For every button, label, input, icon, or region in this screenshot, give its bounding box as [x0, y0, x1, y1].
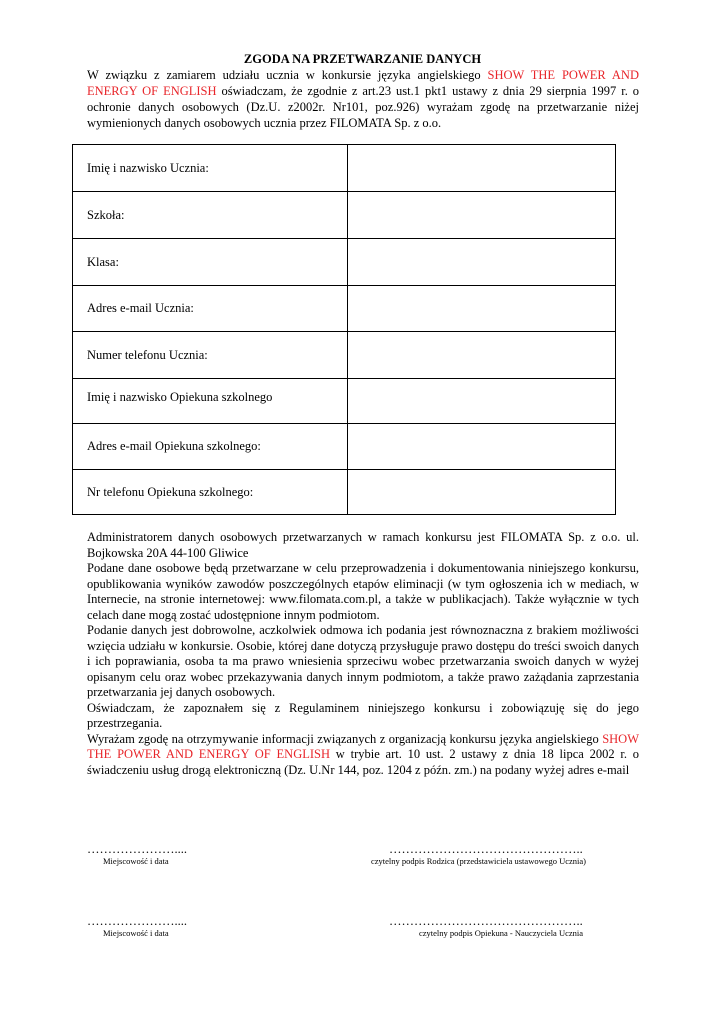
row-label-school: Szkoła:: [73, 192, 348, 239]
row-label-teacher-phone: Nr telefonu Opiekuna szkolnego:: [73, 470, 348, 515]
student-data-table: [72, 144, 616, 515]
rights-paragraph: Podanie danych jest dobrowolne, aczkolwiek odmowa ich podania jest równoznaczna z brakiem możliwości wzięcia udziału w konkursie. Osobie, której dane dotyczą przysługuje prawo dostępu do treści swoich danych i ich poprawiania, osoba ta ma prawo wniesienia sprzeciwu wobec przetwarzania swoich danych w wyżej opisanym celu oraz wobec przekazywania danych innym podmiotom, a także prawo zażądania zaprzestania przetwarzania jej danych osobowych.: [87, 623, 639, 699]
row-label-student-email: Adres e-mail Ucznia:: [73, 286, 348, 332]
processing-purpose-paragraph: Podane dane osobowe będą przetwarzane w celu przeprowadzenia i dokumentowania niniejszego konkursu, opublikowania wyników zawodów poszczególnych etapów eliminacji (w tym ogłoszenia ich w mediach, w Internecie, na stronie internetowej: www.filomata.com.pl, a także w publikacjach). Także wyłącznie w tych celach dane mogą zostać udostępnione innym podmiotom.: [87, 561, 639, 622]
field-teacher-email[interactable]: [348, 424, 616, 470]
teacher-signature-line[interactable]: ………………………………………..: [389, 914, 583, 928]
intro-text-part2: oświadczam, że zgodnie z art.23 ust.1 pkt1 ustawy z dnia 29 sierpnia 1997 r. o ochronie danych osobowych (Dz.U. z2002r. Nr101, poz.926) wyrażam zgodę na przetwarzanie niżej wymienionych danych osobowych ucznia przez FILOMATA Sp. z o.o.: [87, 84, 640, 130]
place-date-caption-1: Miejscowość i data: [103, 856, 169, 866]
field-student-email[interactable]: [348, 286, 616, 332]
table-row: [73, 286, 616, 332]
field-school[interactable]: [348, 192, 616, 239]
field-student-phone[interactable]: [348, 332, 616, 379]
field-teacher-phone[interactable]: [348, 470, 616, 515]
table-row: [73, 424, 616, 470]
table-row: [73, 379, 616, 424]
document-title: ZGODA NA PRZETWARZANIE DANYCH: [243, 52, 482, 66]
legal-text: [87, 530, 639, 778]
row-label-student-name: Imię i nazwisko Ucznia:: [73, 145, 348, 192]
email-consent-event-name: SHOW THE POWER AND ENERGY OF ENGLISH: [87, 731, 639, 761]
row-label-teacher-email: Adres e-mail Opiekuna szkolnego:: [73, 424, 348, 470]
place-date-caption-2: Miejscowość i data: [103, 928, 169, 938]
regulations-paragraph: Oświadczam, że zapoznałem się z Regulaminem niniejszego konkursu i zobowiązuję się do jego przestrzegania.: [87, 700, 639, 730]
intro-paragraph: [87, 67, 639, 131]
email-consent-part1: Wyrażam zgodę na otrzymywanie informacji związanych z organizacją konkursu języka angielskiego: [87, 731, 603, 746]
intro-text-part1: W związku z zamiarem udziału ucznia w konkursie języka angielskiego: [87, 68, 488, 82]
field-student-name[interactable]: [348, 145, 616, 192]
place-date-line-1[interactable]: …………………....: [87, 842, 187, 856]
table-row: [73, 192, 616, 239]
table-row: [73, 145, 616, 192]
field-teacher-name[interactable]: [348, 379, 616, 424]
parent-signature-line[interactable]: ………………………………………..: [389, 842, 583, 856]
administrator-paragraph: Administratorem danych osobowych przetwarzanych w ramach konkursu jest FILOMATA Sp. z o.o. ul. Bojkowska 20A 44-100 Gliwice: [87, 530, 639, 560]
place-date-line-2[interactable]: …………………....: [87, 914, 187, 928]
row-label-student-phone: Numer telefonu Ucznia:: [73, 332, 348, 379]
table-row: [73, 470, 616, 515]
table-row: [73, 332, 616, 379]
parent-signature-caption: czytelny podpis Rodzica (przedstawiciela ustawowego Ucznia): [371, 856, 587, 866]
row-label-teacher-name: Imię i nazwisko Opiekuna szkolnego: [73, 379, 348, 424]
email-consent-part2: w trybie art. 10 ust. 2 ustawy z dnia 18 lipca 2002 r. o świadczeniu usług drogą elektroniczną (Dz. U.Nr 144, poz. 1204 z późn. zm.) na podany wyżej adres e-mail: [87, 747, 639, 777]
teacher-signature-caption: czytelny podpis Opiekuna - Nauczyciela Ucznia: [419, 928, 584, 938]
intro-event-name: SHOW THE POWER AND ENERGY OF ENGLISH: [87, 68, 639, 98]
email-consent-paragraph: [87, 732, 639, 779]
row-label-class: Klasa:: [73, 239, 348, 286]
field-class[interactable]: [348, 239, 616, 286]
table-row: [73, 239, 616, 286]
